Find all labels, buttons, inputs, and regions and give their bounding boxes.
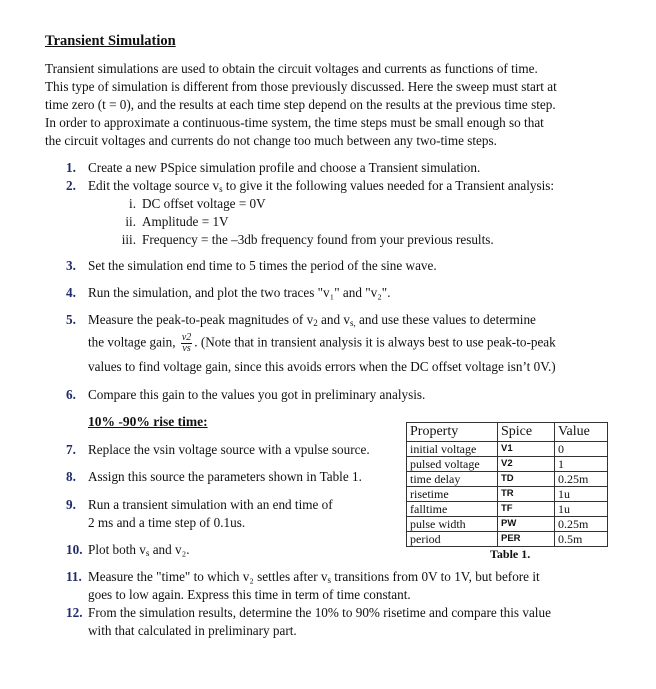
table-row — [407, 517, 608, 532]
table-cell: PW — [498, 517, 555, 532]
intro-line: This type of simulation is different from those previously discussed. Here the sweep must start at — [45, 79, 557, 94]
table-row — [407, 532, 608, 547]
substep-iii: iii. Frequency = the –3db frequency found from your previous results. — [121, 232, 494, 247]
table-row — [407, 442, 608, 457]
substep-i: i. DC offset voltage = 0V — [129, 196, 266, 211]
table-row — [407, 457, 608, 472]
step-text: Create a new PSpice simulation profile and choose a Transient simulation. — [88, 160, 481, 175]
rise-time-heading: 10% -90% rise time: — [88, 414, 208, 429]
step-12: 12. From the simulation results, determine the 10% to 90% risetime and compare this value — [66, 605, 551, 620]
table-cell: 1u — [555, 487, 608, 502]
step-number: 11. — [66, 569, 82, 584]
intro-line: time zero (t = 0), and the results at each time step depend on the results at the previous time step. — [45, 97, 556, 112]
intro-line: In order to approximate a continuous-time system, the time steps must be small enough so that — [45, 115, 544, 130]
table-cell: TD — [498, 472, 555, 487]
table-cell: 0.5m — [555, 532, 608, 547]
step-11-line-2: goes to low again. Express this time in term of time constant. — [88, 587, 411, 602]
step-12-line-2: with that calculated in preliminary part. — [88, 623, 297, 638]
table-cell: pulsed voltage — [407, 457, 498, 472]
step-number: 9. — [66, 497, 76, 512]
table-cell: pulse width — [407, 517, 498, 532]
step-5-line-2: the voltage gain, $\frac{v2}{vs}$ . (Note that in transient analysis it is always best to use peak-to-peak — [88, 332, 556, 354]
table-cell: TR — [498, 487, 555, 502]
step-number: 7. — [66, 442, 76, 457]
table-cell: TF — [498, 502, 555, 517]
step-9: 9. Run a transient simulation with an end time of — [66, 497, 333, 512]
step-5: 5. Measure the peak-to-peak magnitudes of $v_2$ and $v_{s,}$ and use these values to determine — [66, 312, 536, 328]
step-9-line-2: 2 ms and a time step of 0.1us. — [88, 515, 246, 530]
step-3: 3. Set the simulation end time to 5 times the period of the sine wave. — [66, 258, 437, 273]
table-cell: time delay — [407, 472, 498, 487]
step-number: 12. — [66, 605, 83, 620]
step-number: 10. — [66, 542, 83, 557]
table-caption: Table 1. — [490, 547, 531, 561]
table-cell: 1u — [555, 502, 608, 517]
step-4: 4. Run the simulation, and plot the two traces "v₁" and "v₂". — [66, 285, 391, 300]
table-row — [407, 502, 608, 517]
table-header-cell: Spice — [498, 423, 555, 442]
table-header-cell: Value — [555, 423, 608, 442]
table-cell: initial voltage — [407, 442, 498, 457]
table-cell: 0.25m — [555, 472, 608, 487]
table-cell: 0.25m — [555, 517, 608, 532]
table-cell: 1 — [555, 457, 608, 472]
step-number: 6. — [66, 387, 76, 402]
step-10: 10. Plot both $v_s$ and v₂. — [66, 542, 190, 558]
table-cell: period — [407, 532, 498, 547]
table-row — [407, 487, 608, 502]
step-1 — [66, 159, 480, 177]
step-number: 8. — [66, 469, 76, 484]
step-2: 2. Edit the voltage source $v_s$ to give it the following values needed for a Transient analysis: — [66, 178, 555, 194]
table-header-row — [407, 423, 608, 442]
step-11: 11. Measure the "time" to which v₂ settles after $v_s$ transitions from 0V to 1V, but before it — [66, 569, 540, 585]
step-5-line-3: values to find voltage gain, since this avoids errors when the DC offset voltage isn’t 0V.) — [88, 359, 556, 374]
step-7: 7. Replace the vsin voltage source with a vpulse source. — [66, 442, 370, 457]
table-header-cell: Property — [407, 423, 498, 442]
step-number: 3. — [66, 258, 76, 273]
step-number: 2. — [66, 178, 76, 193]
step-number: 4. — [66, 285, 76, 300]
table-cell: 0 — [555, 442, 608, 457]
table-cell: PER — [498, 532, 555, 547]
parameters-table — [406, 422, 608, 547]
gain-fraction: $\frac{v2}{vs}$ — [181, 332, 192, 354]
step-6: 6. Compare this gain to the values you got in preliminary analysis. — [66, 387, 426, 402]
intro-paragraph — [45, 60, 615, 150]
table-cell: risetime — [407, 487, 498, 502]
section-title: Transient Simulation — [45, 33, 176, 49]
table-row — [407, 472, 608, 487]
step-number: 5. — [66, 312, 76, 327]
intro-line: the circuit voltages and currents do not change too much between any two-time steps. — [45, 133, 497, 148]
step-8: 8. Assign this source the parameters shown in Table 1. — [66, 469, 362, 484]
step-number: 1. — [66, 160, 76, 175]
table-cell: V1 — [498, 442, 555, 457]
table-cell: falltime — [407, 502, 498, 517]
intro-line: Transient simulations are used to obtain the circuit voltages and currents as functions of time. — [45, 61, 538, 76]
table-cell: V2 — [498, 457, 555, 472]
substep-ii: ii. Amplitude = 1V — [125, 214, 229, 229]
